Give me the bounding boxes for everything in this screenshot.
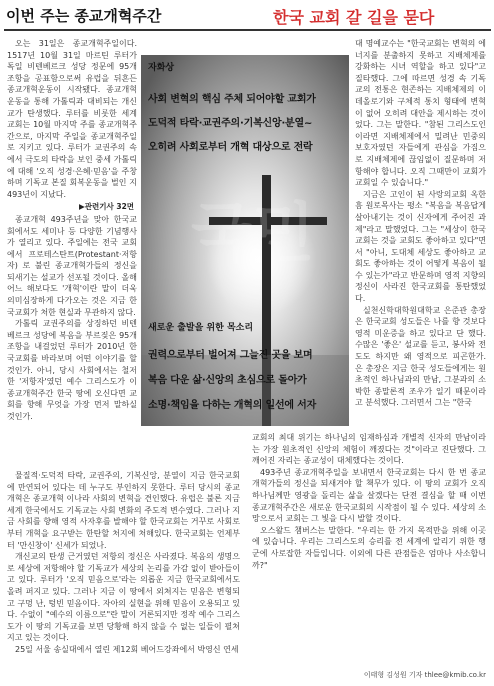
photo-caption: ▶관련기사 32면 xyxy=(79,202,135,212)
subhead-top-line: 도덕적 타락·교권주의·기복신앙·분열~ xyxy=(148,118,313,129)
paragraph: 실천신학대학원대학교 은준관 총장은 한국교회 성도들은 나를 향 것보다 영적 미운증을 하고 있다고 단 했다. 수많은 '좋은' 설교를 듣고, 봉사와 전도도 하지만 왜 영적으로 피곤한가. 은 총장은 지금 한국 성도들에게는 원초적인 하나님과의 만남, 그분과의 소박한 종말론적 조우가 일기 때문이라고 분석했다. 그러면서 그는 "한국 xyxy=(355,305,486,408)
page-header xyxy=(0,0,494,30)
paragraph: 25일 서울 송실대에서 열린 제12회 베어드강좌에서 박영신 연세 xyxy=(15,644,239,654)
right-column xyxy=(355,38,486,430)
bottom-right-column xyxy=(252,432,486,668)
paragraph: 오스왈드 챔버스는 말한다. "우리는 한 가지 목적만을 위해 이곳에 있습니다. 우리는 그리스도의 승리를 전 세계에 알리기 위한 행군에 사로잡한 자들입니다. 이외에 다른 관점들은 엄마나 사소합니까?" xyxy=(252,525,486,570)
header-rule xyxy=(4,29,491,31)
headline: 한국 교회 갈 길을 묻다 xyxy=(273,8,435,27)
byline: 이태형 김성원 기자 thlee@kmib.co.kr xyxy=(363,671,486,679)
paragraph: 종교개혁 493주년을 맞아 한국교회에서도 세미나 등 다양한 기념행사가 열리고 있다. 주일에는 전국 교회에서 프로테스탄트(Protestant·저항자) 로 불린 종교개혁가들의 정신을 되새기는 설교가 선포될 것이다. 올해 어느 해보다도 '개혁'이란 말이 더욱 의미심장하게 다가오는 것은 지금 한국교회가 처한 현실과 무관하지 않다. xyxy=(7,214,137,317)
section-title: 이번 주는 종교개혁주간 xyxy=(6,7,162,25)
subhead-top-line: 오히려 사회로부터 개혁 대상으로 전락 xyxy=(148,142,313,153)
subhead-top-line: 사회 변혁의 핵심 주체 되어야할 교회가 xyxy=(148,94,316,105)
paragraph: 493주년 종교개혁주일을 보내면서 한국교회는 다시 한 번 종교개혁가들의 정신을 되새겨야 할 책무가 있다. 이 땅의 교회가 오직 하나님께만 영광을 돌리는 삶을 살겠다는 단전 결심을 할 때 이번 종교개혁주간은 새로운 한국교회의 시작점이 될 수 있다. 세상의 소망으로서 교회는 그 빛을 다시 발할 것이다. xyxy=(252,467,486,524)
svg-text:국민: 국민 xyxy=(191,197,315,271)
paragraph: 교회의 최대 위기는 하나님의 임재하심과 개별적 신자의 만남이라는 가장 원초적인 신앙의 체험이 깨졌다는 것"이라고 진단했다. 그 깨어진 자리는 종교성이 대체했다는 것이다. xyxy=(252,433,486,466)
paragraph: 지금은 고인이 된 사랑의교회 옥한흠 원로목사는 평소 "복음을 복음답게 살아내기는 것이 신자에게 주어진 과제"라고 말했었다. 그는 "세상이 한국 교회는 것을 교회도 좋아하고 있다"면서 "아니, 도대체 세상도 좋아하고 교회도 좋아하는 것이 어떻게 복음이 될 수 있는가"라고 반문하며 영적 지향의 정신이 사라진 한국교회를 통탄했었다. xyxy=(355,189,486,304)
left-column xyxy=(7,38,137,430)
bottom-left-column xyxy=(7,470,240,678)
triangle-icon: ▶ xyxy=(79,202,85,212)
subhead-bottom-label: 새로운 출발을 위한 목소리 xyxy=(148,323,254,333)
paragraph: 대 명예교수는 "한국교회는 변혁의 에너지를 분출하지 못하고 지배체제를 강화하는 시녀 역할을 하고 있다"고 질타했다. 그에 따르면 성경 속 기독교의 전통은 현존하는 지배체제의 이데올로기와 구체적 통치 형태에 변혁이 없어 오히려 대안을 제시하는 것이었다. 그는 말한다. "참된 그리스도인이라면 지배체제에서 밀려난 민중의 보호자였던 자들에게 관심을 가짐으로 지배체제에 끊임없이 질문하며 저항해야 합니다. 오직 그때만이 교회가 교회일 수 있습니다." xyxy=(355,39,486,188)
subhead-top-label: 자화상 xyxy=(148,63,175,73)
paragraph: 가톨릭 교권주의를 상징하던 비텐베르크 성당에 복음을 부르짖은 95개 조항을 내걸었던 루터가 2010년 한국교회를 바라보며 어떤 이야기를 할 것인가. 아니, 당시 사회에서는 철저한 '저항자'였던 예수 그리스도가 이 종교개혁주간 한국 땅에 오신다면 교회를 향해 무엇을 가장 먼저 말하실 것인가. xyxy=(7,319,137,421)
subhead-bottom-line: 권력으로부터 벌어져 그늘진 곳을 보며 xyxy=(148,350,313,361)
paragraph: 오는 31일은 종교개혁주일이다. 1517년 10월 31일 마르틴 루터가 독일 비텐베르크 성당 정문에 95개 조항을 공표함으로써 유럽을 뒤흔든 종교개혁운동이 시작됐다. 종교개혁운동을 통해 가톨릭과 대비되는 개신교가 탄생했다. 루터를 비롯한 세계 교회는 10월 마지막 주를 종교개혁주간으로, 마지막 주일을 종교개혁주일로 지키고 있다. 루터가 교권주의 속에서 극도의 타락을 보인 중세 가톨릭에 대해 '오직 성경·은혜·믿음'을 주창하며 기독교 본질 회복운동을 벌인 지 493년이 지났다. xyxy=(7,39,137,199)
paragraph: 물질적·도덕적 타락, 교권주의, 기복신앙, 분열이 지금 한국교회에 만연되어 있다는 데 누구도 부인하지 못한다. 루터 당시의 종교개혁은 종교개혁 이나라 사회의 변혁을 견인했다. 유럽은 불론 지금 세계 한국에서도 기독교는 사회 변화의 주도적 변수였다. 그러나 지금 사회를 향해 영적 사자후를 발해야 할 한국교회는 거꾸로 사회로부터 개혁을 요구받는 한탄할 처지에 처해있다. 한국교회는 언제부터 '만신창이' 신세가 되었나. xyxy=(7,471,240,550)
paragraph: 개신교의 탄생 근거였던 저항의 정신은 사라졌다. 복음의 생명으로 세상에 저항해야 할 기독교가 세상의 논리를 가감 없이 받아들이고 있다. 루터가 '오직 믿음으로'라는 의롭운 지금 한국교회에서도 올려 퍼지고 있다. 그러나 지금 이 땅에서 외쳐지는 믿음은 변형되고 구멍 난, 텅빈 믿음이다. 자아의 실현을 위해 믿음이 오용되고 있다. 수없이 "예수의 이름으로"란 말이 거론되지만 정작 예수 그리스도가 이 땅의 기독교를 보면 당황해 하지 않을 수 없는 일들이 펼쳐지고 있는 것이다. xyxy=(7,552,240,643)
subhead-bottom-line: 복음 다운 삶·신앙의 초심으로 돌아가 xyxy=(148,375,307,386)
subhead-bottom-line: 소명·책임을 다하는 개혁의 일선에 서자 xyxy=(148,400,317,411)
